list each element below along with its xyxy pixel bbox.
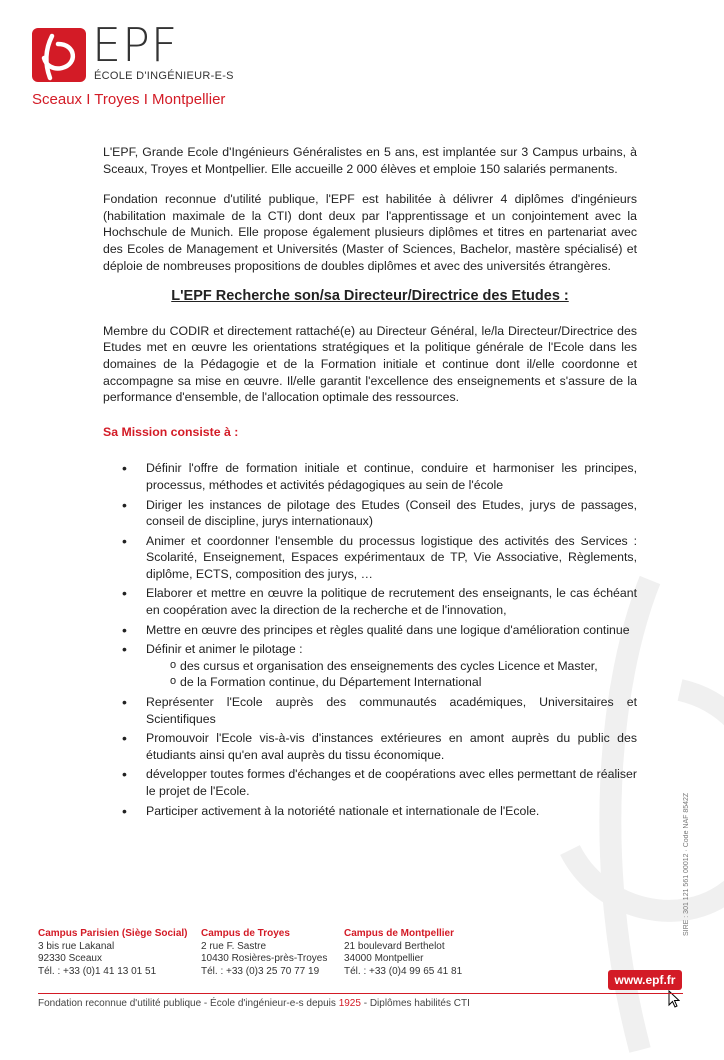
phi-logo-icon bbox=[32, 28, 86, 82]
foundation-line bbox=[38, 998, 470, 1009]
campus-street: 21 boulevard Berthelot bbox=[344, 940, 445, 952]
campus-block bbox=[38, 928, 188, 978]
mission-heading: Sa Mission consiste à : bbox=[103, 424, 239, 439]
campus-name: Campus de Troyes bbox=[201, 928, 290, 939]
mission-item: • Mettre en œuvre des principes et règles qualité dans une logique d'amélioration continue bbox=[103, 622, 637, 639]
mission-item: • Définir l'offre de formation initiale et continue, conduire et harmoniser les principes, processus, méthodes et activités pédagogiques au sein de l'école bbox=[103, 460, 637, 493]
mission-item: • développer toutes formes d'échanges et de coopérations avec elles permettant de réaliser le projet de l'Ecole. bbox=[103, 766, 637, 799]
logo-name: EPF bbox=[92, 18, 179, 72]
intro-paragraph: Fondation reconnue d'utilité publique, l'EPF est habilitée à délivrer 4 diplômes d'ingénieurs (habilitation maximale de la CTI) dont deux par l'apprentissage et un conjointement avec la Hochschule de Munich. Elle propose également plusieurs diplômes et titres en partenariat avec des Ecoles de Management et Universités (Master of Sciences, Bachelor, mastère spécialisé) et déploie de nombreuses propositions de doubles diplômes et avec des universités étrangères. bbox=[103, 192, 637, 273]
mission-item-text: Définir et animer le pilotage : bbox=[146, 642, 303, 657]
mission-item: • Représenter l'Ecole auprès des communautés académiques, Universitaires et Scientifiques bbox=[103, 694, 637, 727]
role-description: Membre du CODIR et directement rattaché(e) au Directeur Général, le/la Directeur/Directrice des Etudes met en œuvre les orientations stratégiques et la politique générale de l'Ecole dans les domaines de la Pédagogie et de la Formation initiale et continue dont il/elle coordonne et accompagne sa mise en œuvre. Il/elle garantit l'excellence des enseignements et s'assure de la performance d'ensemble, de l'allocation optimale des ressources. bbox=[103, 323, 637, 405]
campus-name: Campus Parisien (Siège Social) bbox=[38, 928, 188, 939]
campus-block bbox=[201, 928, 327, 978]
logo-campuses: Sceaux I Troyes I Montpellier bbox=[32, 91, 226, 108]
mission-item bbox=[103, 641, 637, 691]
mission-item: • Participer activement à la notoriété nationale et internationale de l'Ecole. bbox=[103, 803, 637, 820]
campus-street: 3 bis rue Lakanal bbox=[38, 940, 115, 952]
campus-name: Campus de Montpellier bbox=[344, 928, 455, 939]
campus-phone: Tél. : +33 (0)4 99 65 41 81 bbox=[344, 965, 463, 977]
epf-logo bbox=[32, 18, 247, 114]
campus-phone: Tél. : +33 (0)3 25 70 77 19 bbox=[201, 965, 320, 977]
campus-city: 10430 Rosières-près-Troyes bbox=[201, 953, 328, 964]
sub-item: o de la Formation continue, du Département International bbox=[146, 674, 637, 691]
logo-subtitle: ÉCOLE D'INGÉNIEUR-E-S bbox=[94, 70, 234, 82]
foundation-text: Fondation reconnue d'utilité publique - École d'ingénieur-e-s depuis bbox=[38, 998, 339, 1009]
campus-city: 92330 Sceaux bbox=[38, 953, 102, 964]
footer-divider bbox=[38, 993, 683, 994]
side-reference: SIRE : 301 121 561 00012 · Code NAF 8542Z bbox=[683, 792, 690, 936]
website-link[interactable]: www.epf.fr bbox=[608, 970, 682, 990]
campus-street: 2 rue F. Sastre bbox=[201, 940, 267, 952]
sub-item: o des cursus et organisation des enseignements des cycles Licence et Master, bbox=[146, 658, 637, 675]
mission-item: • Promouvoir l'Ecole vis-à-vis d'instances extérieures en amont auprès du public des étudiants ainsi qu'en aval auprès du tissu économique. bbox=[103, 730, 637, 763]
mission-item: • Diriger les instances de pilotage des Etudes (Conseil des Etudes, jurys de passages, conseil de discipline, jurys internationaux) bbox=[103, 497, 637, 530]
campus-phone: Tél. : +33 (0)1 41 13 01 51 bbox=[38, 965, 157, 977]
pilotage-sublist bbox=[146, 658, 637, 691]
intro-paragraph: L'EPF, Grande Ecole d'Ingénieurs Généralistes en 5 ans, est implantée sur 3 Campus urbains, à Sceaux, Troyes et Montpellier. Elle accueille 2 000 élèves et emploie 150 salariés permanents. bbox=[103, 145, 637, 176]
campus-block bbox=[344, 928, 462, 978]
mission-item: • Animer et coordonner l'ensemble du processus logistique des activités des Services : Scolarité, Enseignement, Espaces expérimentaux de TP, Vie Associative, Règlements, diplôme, ECTS, composition des jurys, … bbox=[103, 533, 637, 583]
job-title: L'EPF Recherche son/sa Directeur/Directrice des Etudes : bbox=[171, 288, 569, 305]
foundation-year: 1925 bbox=[338, 998, 361, 1009]
mission-item: • Elaborer et mettre en œuvre la politique de recrutement des enseignants, le cas échéant en coopération avec la direction de la recherche et de l'innovation, bbox=[103, 585, 637, 618]
document-body bbox=[103, 144, 637, 822]
mission-list bbox=[103, 460, 637, 819]
foundation-text-end: - Diplômes habilités CTI bbox=[360, 998, 470, 1009]
campus-city: 34000 Montpellier bbox=[344, 953, 424, 964]
